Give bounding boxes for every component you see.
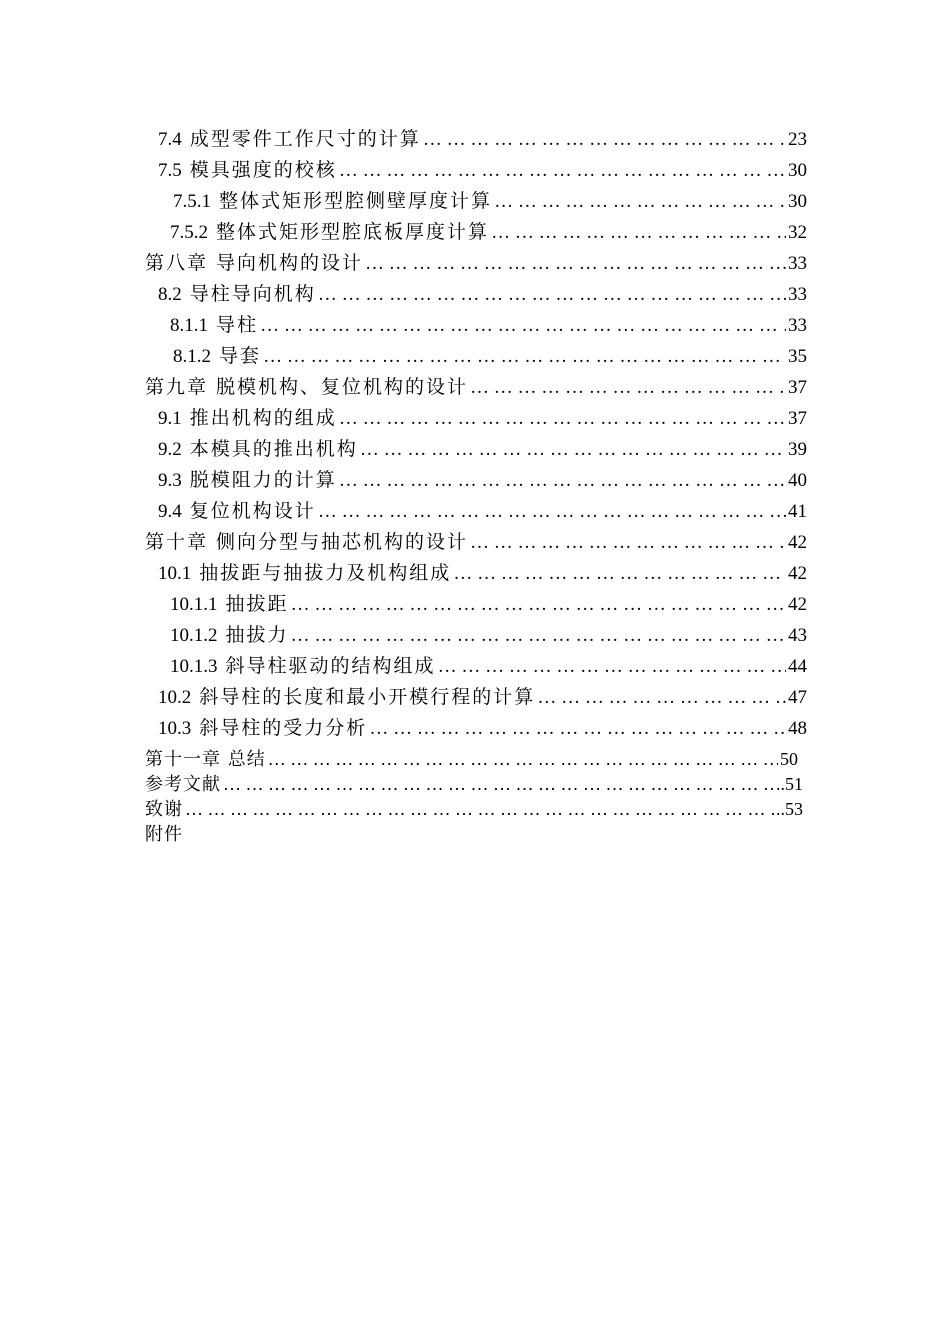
toc-entry[interactable] [158,155,807,181]
toc-entry-page: 30 [788,191,807,212]
toc-leader [339,408,786,430]
toc-leader [423,129,786,151]
toc-leader [453,563,786,585]
toc-entry[interactable] [170,651,807,677]
toc-leader [223,774,774,795]
toc-entry[interactable] [170,620,807,646]
toc-entry-number: 7.5 [158,160,182,181]
toc-entry-title: 脱模阻力的计算 [189,469,337,491]
toc-entry-title: 第九章 脱模机构、复位机构的设计 [145,376,469,398]
toc-entry[interactable] [145,820,345,845]
toc-entry-title: 抽拔距与抽拔力及机构组成 [199,562,452,584]
toc-entry-title: 导柱 [216,314,259,336]
toc-entry-page: 48 [788,718,807,739]
toc-entry-title: 斜导柱驱动的结构组成 [225,655,436,677]
toc-entry-title: 整体式矩形型腔侧壁厚度计算 [219,190,493,212]
toc-entry[interactable] [158,434,807,460]
toc-entry-page: 40 [788,470,807,491]
toc-entry-page: ..53 [776,799,803,819]
toc-entry-number: 8.2 [158,284,182,305]
toc-entry-page: 39 [788,439,807,460]
toc-entry-number: 7.5.2 [170,222,208,243]
toc-entry-title: 导套 [219,345,262,367]
toc-entry-title: 本模具的推出机构 [189,438,358,460]
toc-entry-title: 模具强度的校核 [189,159,337,181]
toc-entry-number: 10.1.1 [170,594,218,615]
toc-entry[interactable] [158,279,807,305]
toc-leader [360,439,786,461]
toc-leader [318,284,786,306]
toc-entry[interactable] [145,527,807,553]
toc-entry-number: 10.1.3 [170,656,218,677]
toc-entry-page: 30 [788,160,807,181]
toc-leader [365,253,786,275]
toc-leader [263,346,786,368]
toc-entry-number: 8.1.2 [173,346,211,367]
toc-leader [291,594,786,616]
toc-entry-title: 抽拔距 [225,593,289,615]
toc-entry[interactable] [158,713,807,739]
toc-entry[interactable] [145,248,807,274]
toc-entry[interactable] [158,558,807,584]
toc-leader [470,377,786,399]
toc-entry-title: 斜导柱的受力分析 [199,717,368,739]
toc-entry[interactable] [158,124,807,150]
toc-entry-page: 33 [788,253,807,274]
toc-entry-number: 10.3 [158,718,192,739]
toc-entry-page: 41 [788,501,807,522]
toc-entry-page: 37 [788,377,807,398]
toc-entry-title: 斜导柱的长度和最小开模行程的计算 [199,686,536,708]
toc-leader [369,718,786,740]
toc-entry-title: 附件 [145,824,183,845]
toc-leader [268,749,778,770]
toc-entry[interactable] [145,770,803,795]
toc-entry-page: 37 [788,408,807,429]
toc-entry-page: 35 [788,346,807,367]
toc-entry-number: 10.1.2 [170,625,218,646]
toc-entry-page: 32 [788,222,807,243]
toc-entry-number: 7.4 [158,129,182,150]
toc-leader [494,191,786,213]
toc-entry[interactable] [158,465,807,491]
toc-leader [291,625,786,647]
toc-leader [318,501,786,523]
toc-leader [339,470,786,492]
toc-leader [470,532,786,554]
toc-entry-title: 第八章 导向机构的设计 [145,252,364,274]
toc-entry-title: 致谢 [145,799,183,820]
toc-entry-title: 抽拔力 [225,624,289,646]
toc-entry[interactable] [145,372,807,398]
toc-entry-title: 第十一章 总结 [145,749,266,770]
toc-entry-title: 整体式矩形型腔底板厚度计算 [216,221,490,243]
toc-entry-page: 42 [788,594,807,615]
toc-leader [339,160,786,182]
toc-entry[interactable] [158,403,807,429]
toc-entry[interactable] [158,496,807,522]
toc-entry[interactable] [145,745,798,770]
toc-leader [491,222,786,244]
toc-entry-title: 导柱导向机构 [189,283,316,305]
toc-leader [260,315,786,337]
toc-entry-page: 42 [788,532,807,553]
toc-entry[interactable] [170,589,807,615]
toc-entry-title: 参考文献 [145,774,221,795]
toc-entry-page: ..51 [776,774,803,794]
toc-entry[interactable] [173,186,807,212]
toc-entry-number: 9.4 [158,501,182,522]
toc-entry-number: 9.3 [158,470,182,491]
toc-entry-page: 50 [780,749,798,769]
toc-entry-number: 8.1.1 [170,315,208,336]
toc-leader [438,656,786,678]
toc-entry-page: 23 [788,129,807,150]
toc-entry-page: 33 [788,315,807,336]
toc-entry[interactable] [158,682,807,708]
toc-leader [537,687,786,709]
toc-entry[interactable] [145,795,803,820]
toc-entry-page: 43 [788,625,807,646]
toc-entry-title: 成型零件工作尺寸的计算 [189,128,421,150]
toc-entry-page: 33 [788,284,807,305]
toc-entry-number: 9.1 [158,408,182,429]
toc-entry[interactable] [170,217,807,243]
toc-entry-title: 复位机构设计 [189,500,316,522]
toc-leader [185,799,774,820]
toc-entry-page: 47 [788,687,807,708]
toc-entry-page: 44 [788,656,807,677]
toc-entry-number: 9.2 [158,439,182,460]
toc-entry-number: 7.5.1 [173,191,211,212]
toc-entry-title: 第十章 侧向分型与抽芯机构的设计 [145,531,469,553]
toc-entry-number: 10.2 [158,687,192,708]
toc-entry[interactable] [170,310,807,336]
toc-entry-page: 42 [788,563,807,584]
toc-entry-title: 推出机构的组成 [189,407,337,429]
toc-entry[interactable] [173,341,807,367]
toc-entry-number: 10.1 [158,563,192,584]
